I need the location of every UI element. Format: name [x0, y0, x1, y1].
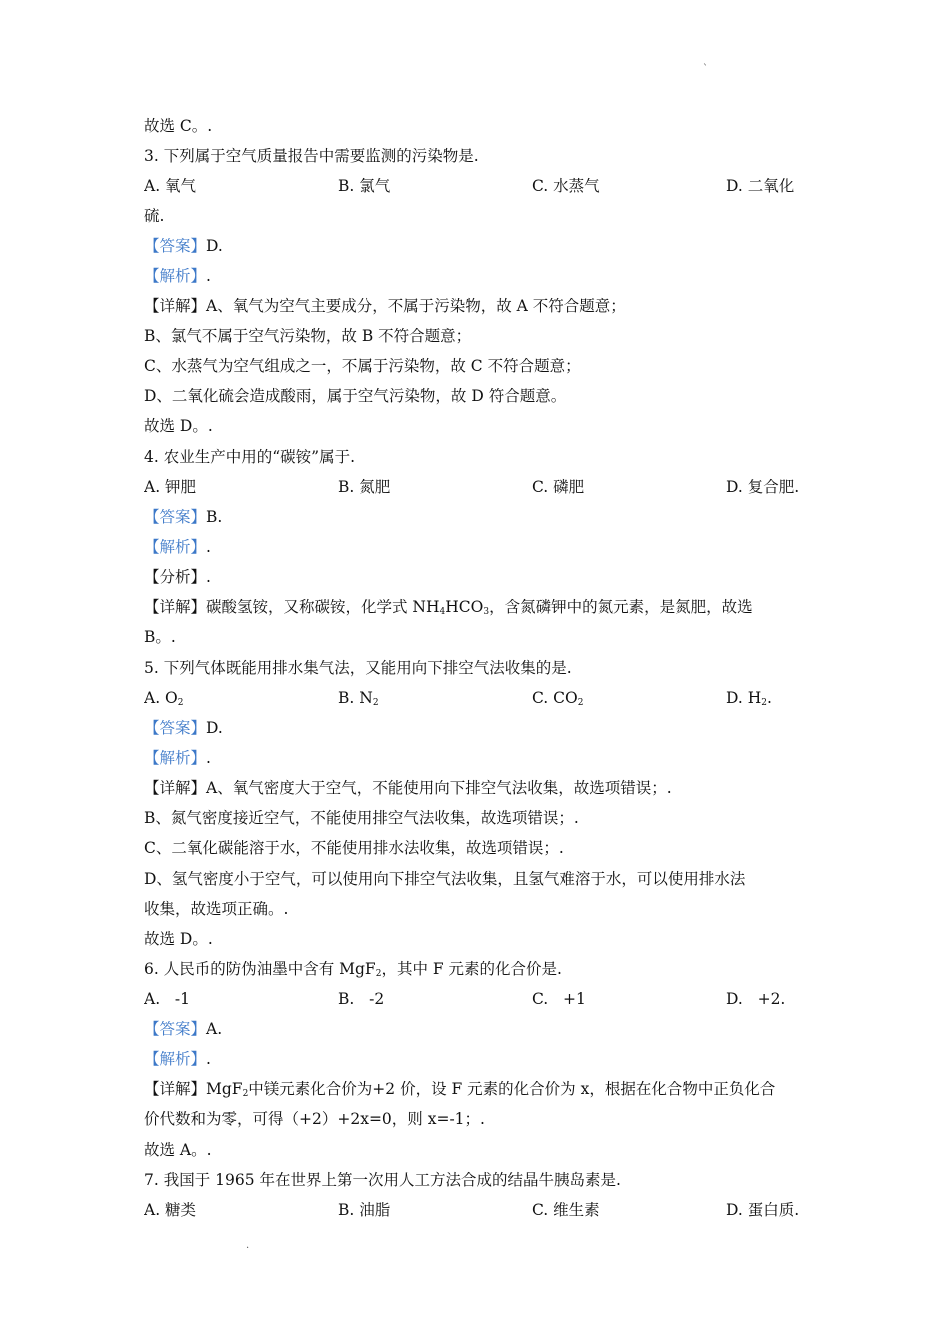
option-a: A. 糖类	[144, 1201, 197, 1219]
option-b: B. 氯气	[338, 177, 391, 195]
option-b	[338, 683, 379, 713]
detail-text: ，含氮磷钾中的氮元素，是氮肥，故选	[489, 598, 753, 616]
subscript: 2	[375, 969, 382, 979]
question-4-stem: 4. 农业生产中用的“碳铵”属于.	[144, 448, 355, 466]
detail-line: 价代数和为零，可得（+2）+2x=0，则 x=-1；.	[144, 1110, 485, 1128]
option-a: A. 氧气	[144, 177, 197, 195]
analysis-value: .	[206, 1050, 211, 1068]
subscript: 2	[177, 698, 184, 708]
option-text: D. H	[726, 689, 762, 707]
option-d: D. +2.	[726, 990, 786, 1008]
option-c: C. +1	[532, 990, 586, 1008]
option-d-continued: 硫.	[144, 207, 165, 225]
option-a: A. -1	[144, 990, 191, 1008]
question-7-stem: 7. 我国于 1965 年在世界上第一次用人工方法合成的结晶牛胰岛素是.	[144, 1171, 621, 1189]
choice-line: 故选 A。.	[144, 1141, 212, 1159]
fenxi-line: 【分析】.	[144, 568, 211, 586]
detail-line	[144, 1074, 814, 1104]
analysis-tag: 【解析】	[144, 1050, 207, 1068]
option-a: A. 钾肥	[144, 478, 197, 496]
question-7-options	[144, 1195, 814, 1225]
option-b: B. -2	[338, 990, 385, 1008]
detail-line: B。.	[144, 628, 176, 646]
answer-line	[144, 231, 814, 261]
question-5-stem: 5. 下列气体既能用排水集气法，又能用向下排空气法收集的是.	[144, 659, 572, 677]
answer-value: B.	[206, 508, 223, 526]
subscript: 2	[242, 1089, 249, 1099]
stem-text: 6. 人民币的防伪油墨中含有 MgF	[144, 960, 376, 978]
detail-text: 中镁元素化合价为+2 价，设 F 元素的化合价为 x，根据在化合物中正负化合	[248, 1080, 776, 1098]
choice-line: 故选 D。.	[144, 930, 213, 948]
option-text: B. N	[338, 689, 373, 707]
answer-value: D.	[206, 719, 223, 737]
detail-line: C、二氧化碳能溶于水，不能使用排水法收集，故选项错误；.	[144, 839, 564, 857]
analysis-line	[144, 743, 814, 773]
option-b: B. 氮肥	[338, 478, 391, 496]
analysis-value: .	[206, 267, 211, 285]
option-c: C. 维生素	[532, 1201, 600, 1219]
subscript: 2	[761, 698, 767, 708]
detail-line: B、氮气密度接近空气，不能使用排空气法收集，故选项错误；.	[144, 809, 579, 827]
question-5-options	[144, 683, 814, 713]
question-6-stem	[144, 954, 814, 984]
question-3-stem: 3. 下列属于空气质量报告中需要监测的污染物是.	[144, 147, 479, 165]
answer-line	[144, 502, 814, 532]
analysis-line	[144, 261, 814, 291]
answer-value: D.	[206, 237, 223, 255]
stem-text: ，其中 F 元素的化合价是.	[381, 960, 562, 978]
detail-text: 【详解】MgF	[144, 1080, 243, 1098]
answer-tag: 【答案】	[144, 719, 207, 737]
detail-line: B、氯气不属于空气污染物，故 B 不符合题意；	[144, 327, 472, 345]
option-d: D. 二氧化	[726, 177, 795, 195]
detail-line: 收集，故选项正确。.	[144, 900, 289, 918]
top-mark: `	[703, 64, 708, 75]
option-text: C. CO	[532, 689, 578, 707]
answer-value: A.	[206, 1020, 223, 1038]
answer-line	[144, 713, 814, 743]
subscript: 3	[483, 607, 490, 617]
detail-line: 【详解】A、氧气密度大于空气，不能使用向下排空气法收集，故选项错误；.	[144, 779, 672, 797]
analysis-tag: 【解析】	[144, 749, 207, 767]
subscript: 2	[577, 698, 584, 708]
detail-line: D、氢气密度小于空气，可以使用向下排空气法收集，且氢气难溶于水，可以使用排水法	[144, 870, 746, 888]
option-d: D. 复合肥.	[726, 478, 800, 496]
option-d	[726, 683, 772, 713]
detail-text: 【详解】碳酸氢铵，又称碳铵，化学式 NH	[144, 598, 440, 616]
subscript: 4	[439, 607, 446, 617]
question-3-options	[144, 171, 814, 201]
question-6-options	[144, 984, 814, 1014]
analysis-value: .	[206, 749, 211, 767]
detail-line: D、二氧化硫会造成酸雨，属于空气污染物，故 D 符合题意。	[144, 387, 567, 405]
detail-line: 【详解】A、氧气为空气主要成分，不属于污染物，故 A 不符合题意；	[144, 297, 626, 315]
option-c: C. 磷肥	[532, 478, 585, 496]
answer-tag: 【答案】	[144, 237, 207, 255]
answer-tag: 【答案】	[144, 508, 207, 526]
text-line: 故选 C。.	[144, 117, 213, 135]
subscript: 2	[372, 698, 379, 708]
answer-tag: 【答案】	[144, 1020, 207, 1038]
answer-line	[144, 1014, 814, 1044]
analysis-tag: 【解析】	[144, 267, 207, 285]
analysis-tag: 【解析】	[144, 538, 207, 556]
option-d: D. 蛋白质.	[726, 1201, 800, 1219]
option-text: A. O	[144, 689, 178, 707]
choice-line: 故选 D。.	[144, 417, 213, 435]
analysis-value: .	[206, 538, 211, 556]
question-4-options	[144, 472, 814, 502]
option-c: C. 水蒸气	[532, 177, 600, 195]
detail-line: C、水蒸气为空气组成之一，不属于污染物，故 C 不符合题意；	[144, 357, 581, 375]
analysis-line	[144, 532, 814, 562]
analysis-line	[144, 1044, 814, 1074]
option-tail: .	[766, 689, 772, 707]
bottom-mark: .	[246, 1240, 250, 1251]
detail-line	[144, 592, 814, 622]
detail-text: HCO	[445, 598, 484, 616]
option-c	[532, 683, 583, 713]
option-b: B. 油脂	[338, 1201, 391, 1219]
option-a	[144, 683, 184, 713]
